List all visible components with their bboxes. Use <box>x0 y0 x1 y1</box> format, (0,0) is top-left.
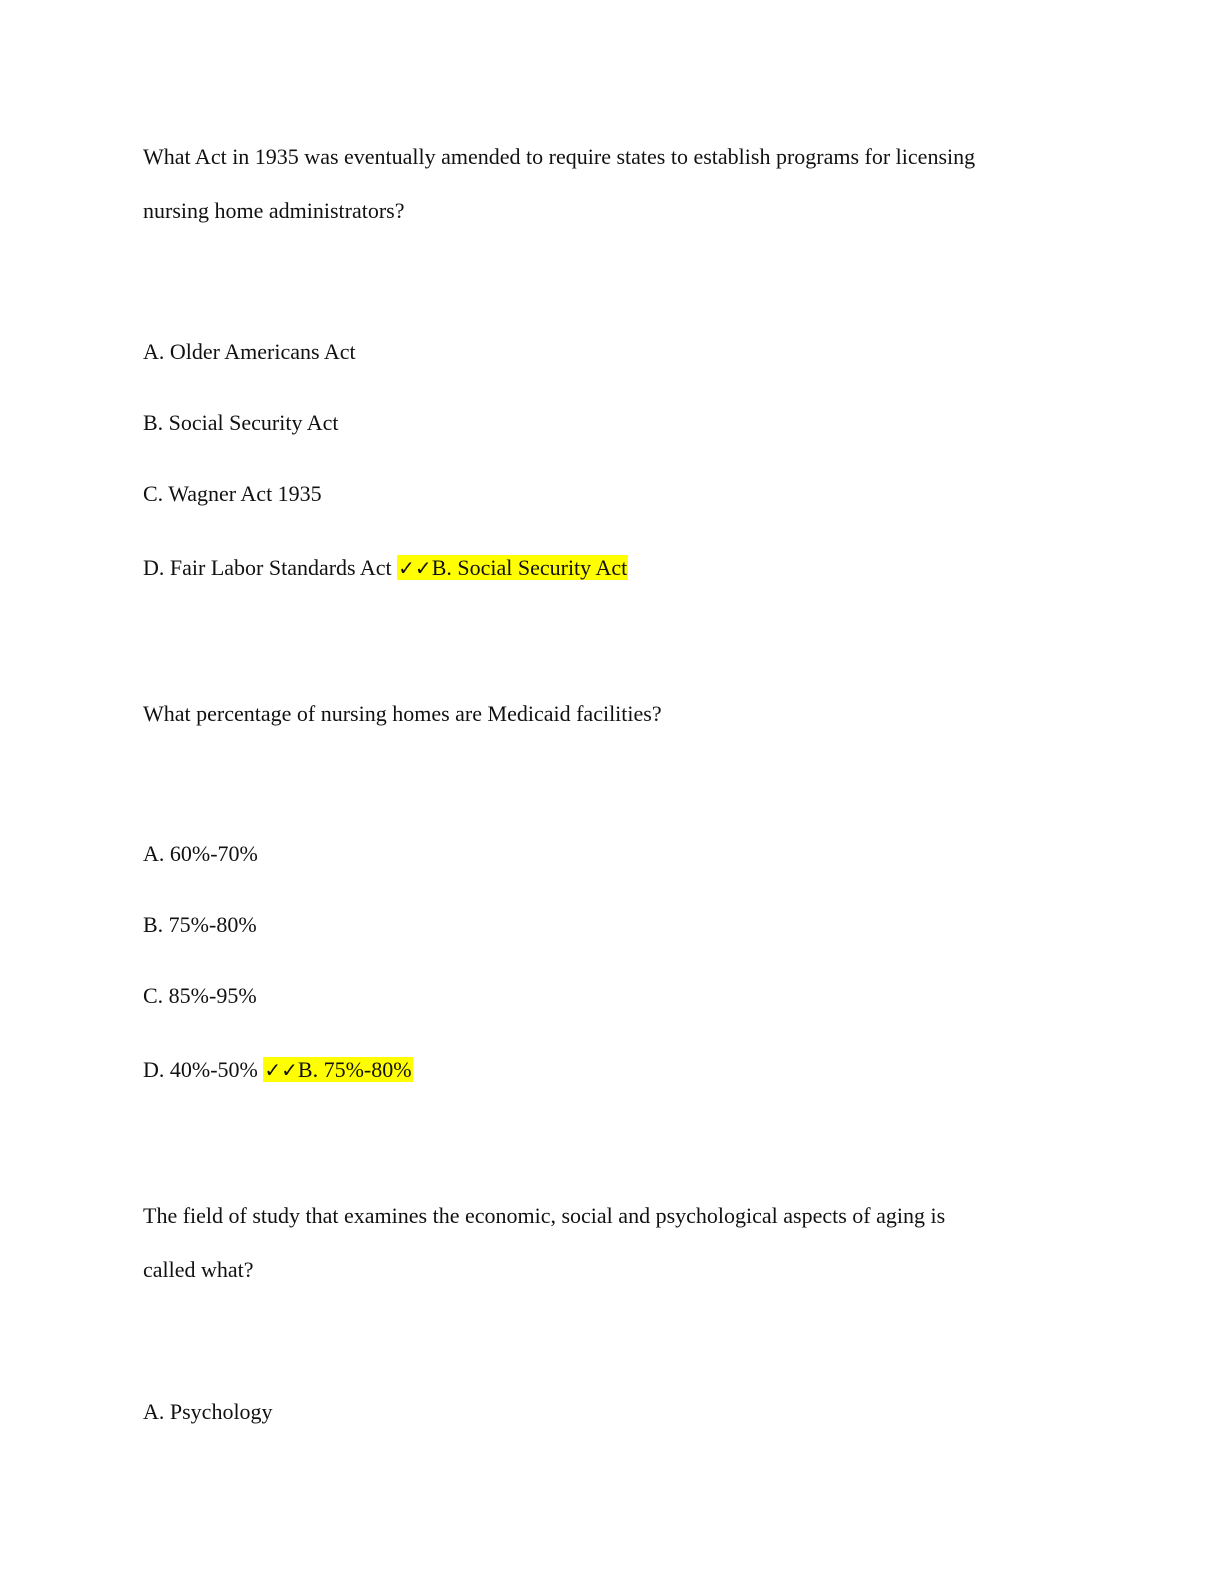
question-3-option-a: A. Psychology <box>143 1399 273 1424</box>
question-1-option-c: C. Wagner Act 1935 <box>143 481 322 506</box>
question-3-line-2: called what? <box>143 1257 254 1282</box>
question-2-answer: B. 75%-80% <box>297 1057 412 1082</box>
question-1-option-d-row <box>143 555 628 581</box>
question-1-answer: B. Social Security Act <box>431 555 628 580</box>
question-1-option-d: D. Fair Labor Standards Act <box>143 555 392 580</box>
question-3-line-1: The field of study that examines the economic, social and psychological aspects of aging is <box>143 1203 946 1228</box>
question-2-option-b: B. 75%-80% <box>143 912 257 937</box>
question-2-option-a: A. 60%-70% <box>143 841 258 866</box>
question-2-option-c: C. 85%-95% <box>143 983 257 1008</box>
double-check-icon: ✓✓ <box>398 556 432 580</box>
question-1-option-b: B. Social Security Act <box>143 410 339 435</box>
question-2-option-d-row <box>143 1057 413 1083</box>
question-1-line-2: nursing home administrators? <box>143 198 405 223</box>
question-1-line-1: What Act in 1935 was eventually amended to require states to establish programs for licensing <box>143 144 976 169</box>
question-2-answer-highlight <box>263 1057 412 1082</box>
question-1-option-a: A. Older Americans Act <box>143 339 356 364</box>
question-2-line-1: What percentage of nursing homes are Medicaid facilities? <box>143 701 662 726</box>
double-check-icon: ✓✓ <box>264 1058 298 1082</box>
question-1-answer-highlight <box>397 555 628 580</box>
question-2-option-d: D. 40%-50% <box>143 1057 258 1082</box>
